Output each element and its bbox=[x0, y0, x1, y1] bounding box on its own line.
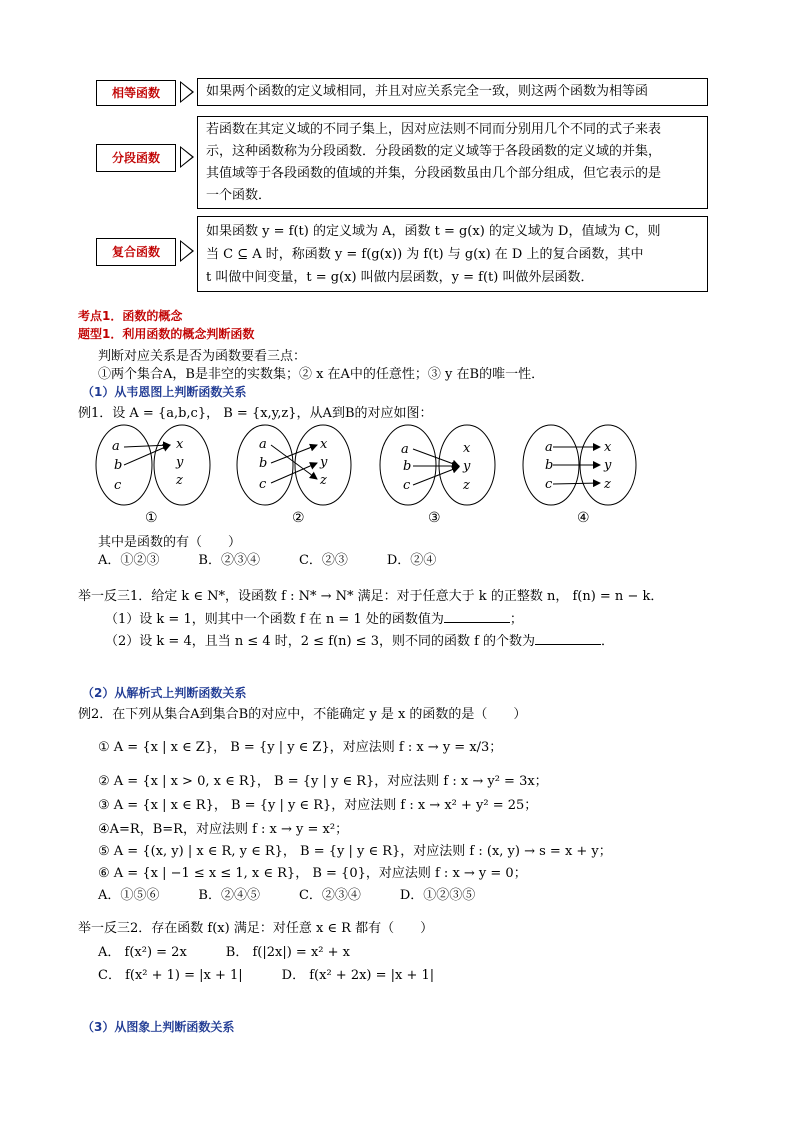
tag-composite-function: 复合函数 bbox=[96, 238, 176, 266]
example-1-options: A．①②③ B．②③④ C．②③ D．②④ bbox=[98, 553, 437, 568]
practice-1-part-2: （2）设 k = 4，且当 n ≤ 4 时，2 ≤ f(n) ≤ 3，则不同的函数 f 的个数为 ． bbox=[105, 630, 614, 649]
svg-text:x: x bbox=[463, 441, 471, 456]
svg-text:b: b bbox=[545, 458, 554, 473]
example-1: 例1．设 A = {a,b,c}， B = {x,y,z}，从A到B的对应如图： bbox=[78, 406, 433, 421]
practice-1-part-1-text: （1）设 k = 1，则其中一个函数 f 在 n = 1 处的函数值为 bbox=[105, 612, 444, 627]
example-2-item-4: ④A=R，B=R，对应法则 f : x → y = x²； bbox=[98, 822, 349, 837]
arrow-right-icon bbox=[180, 240, 194, 262]
svg-text:z: z bbox=[176, 473, 183, 488]
practice-1-part-2-text: （2）设 k = 4，且当 n ≤ 4 时，2 ≤ f(n) ≤ 3，则不同的函数 f 的个数为 bbox=[105, 634, 536, 649]
example-2: 例2．在下列从集合A到集合B的对应中，不能确定 y 是 x 的函数的是（ ） bbox=[78, 707, 527, 722]
example-2-options: A．①⑤⑥ B．②④⑤ C．②③④ D．①②③⑤ bbox=[98, 888, 476, 903]
arrow-right-icon bbox=[180, 81, 194, 103]
piecewise-line: 其值域等于各段函数的值域的并集，分段函数虽由几个部分组成，但它表示的是 bbox=[206, 166, 662, 181]
example-2-item-2: ② A = {x | x > 0, x ∈ R}， B = {y | y ∈ R}，对应法则 f : x → y² = 3x； bbox=[98, 774, 548, 789]
svg-text:a: a bbox=[401, 442, 409, 457]
tixing-heading: 题型1．利用函数的概念判断函数 bbox=[78, 327, 255, 341]
practice-1-part-1: （1）设 k = 1，则其中一个函数 f 在 n = 1 处的函数值为 ； bbox=[105, 608, 523, 627]
svg-text:x: x bbox=[176, 437, 184, 452]
practice-2-options-ab: A． f(x²) = 2x B． f(|2x|) = x² + x bbox=[98, 945, 350, 960]
piecewise-line: 一个函数． bbox=[206, 188, 272, 203]
composite-line: t 叫做中间变量，t = g(x) 叫做内层函数，y = f(t) 叫做外层函数． bbox=[206, 270, 594, 285]
svg-text:b: b bbox=[259, 456, 268, 471]
svg-text:x: x bbox=[604, 440, 612, 455]
svg-text:x: x bbox=[320, 437, 328, 452]
example-2-item-6: ⑥ A = {x | −1 ≤ x ≤ 1, x ∈ R}， B = {0}，对应法则 f : x → y = 0； bbox=[98, 866, 527, 881]
piecewise-line: 若函数在其定义域的不同子集上，因对应法则不同而分别用几个不同的式子来表 bbox=[206, 122, 662, 137]
svg-text:z: z bbox=[463, 478, 470, 493]
answer-blank bbox=[444, 608, 510, 623]
intro-line-2: ①两个集合A，B是非空的实数集；② x 在A中的任意性；③ y 在B的唯一性． bbox=[98, 367, 545, 382]
svg-text:z: z bbox=[320, 473, 327, 488]
svg-text:y: y bbox=[176, 455, 184, 470]
diagram-label-2: ② bbox=[292, 510, 305, 526]
example-2-item-3: ③ A = {x | x ∈ R}， B = {y | y ∈ R}，对应法则 f : x → x² + y² = 25； bbox=[98, 798, 538, 813]
venn-diagram-2 bbox=[237, 425, 351, 505]
equal-function-text: 如果两个函数的定义域相同，并且对应关系完全一致，则这两个函数为相等函 bbox=[206, 84, 649, 99]
section-formula-heading: （2）从解析式上判断函数关系 bbox=[82, 686, 247, 700]
svg-text:y: y bbox=[604, 458, 612, 473]
svg-text:a: a bbox=[259, 437, 267, 452]
example-2-item-1: ① A = {x | x ∈ Z}， B = {y | y ∈ Z}，对应法则 f : x → y = x/3； bbox=[98, 740, 503, 755]
piecewise-line: 示，这种函数称为分段函数．分段函数的定义域等于各段函数的定义域的并集， bbox=[206, 144, 662, 159]
example-1-question: 其中是函数的有（ ） bbox=[98, 535, 242, 550]
section-venn-heading: （1）从韦恩图上判断函数关系 bbox=[82, 385, 247, 399]
section-graph-heading: （3）从图象上判断函数关系 bbox=[82, 1020, 235, 1034]
svg-text:a: a bbox=[112, 439, 120, 454]
svg-text:z: z bbox=[604, 477, 611, 492]
kaodian-heading: 考点1．函数的概念 bbox=[78, 309, 183, 323]
arrow-right-icon bbox=[180, 146, 194, 168]
venn-diagram-1 bbox=[96, 425, 210, 505]
svg-text:y: y bbox=[463, 459, 471, 474]
svg-text:a: a bbox=[545, 440, 553, 455]
composite-line: 当 C ⊆ A 时，称函数 y = f(g(x)) 为 f(t) 与 g(x) 在 D 上的复合函数，其中 bbox=[206, 247, 644, 262]
answer-blank bbox=[535, 630, 601, 645]
mapping-diagrams bbox=[0, 420, 794, 530]
composite-line: 如果函数 y = f(t) 的定义域为 A，函数 t = g(x) 的定义域为 D，值域为 C，则 bbox=[206, 224, 661, 239]
practice-1-statement: 举一反三1．给定 k ∈ N*，设函数 f : N* → N* 满足：对于任意大于 k 的正整数 n， f(n) = n − k． bbox=[78, 589, 664, 604]
svg-text:c: c bbox=[545, 477, 553, 492]
intro-line-1: 判断对应关系是否为函数要看三点： bbox=[98, 349, 307, 364]
svg-text:c: c bbox=[259, 477, 267, 492]
practice-2-statement: 举一反三2．存在函数 f(x) 满足：对任意 x ∈ R 都有（ ） bbox=[78, 921, 434, 936]
svg-text:c: c bbox=[403, 478, 411, 493]
venn-diagram-4 bbox=[523, 425, 636, 505]
tag-piecewise-function: 分段函数 bbox=[96, 144, 176, 172]
example-2-item-5: ⑤ A = {(x, y) | x ∈ R, y ∈ R}， B = {y | y ∈ R}，对应法则 f : (x, y) → s = x + y； bbox=[98, 844, 612, 859]
svg-text:y: y bbox=[320, 455, 328, 470]
venn-diagram-3 bbox=[380, 425, 495, 505]
diagram-label-3: ③ bbox=[428, 510, 441, 526]
diagram-label-1: ① bbox=[145, 510, 158, 526]
diagram-label-4: ④ bbox=[577, 510, 590, 526]
composite-function-box bbox=[197, 216, 708, 292]
equal-function-box bbox=[197, 78, 708, 106]
tag-equal-function: 相等函数 bbox=[96, 80, 176, 106]
practice-2-options-cd: C． f(x² + 1) = |x + 1| D． f(x² + 2x) = |x + 1| bbox=[98, 968, 435, 983]
svg-text:c: c bbox=[114, 478, 122, 493]
svg-text:b: b bbox=[114, 458, 123, 473]
svg-text:b: b bbox=[403, 459, 412, 474]
piecewise-function-box bbox=[197, 116, 708, 209]
